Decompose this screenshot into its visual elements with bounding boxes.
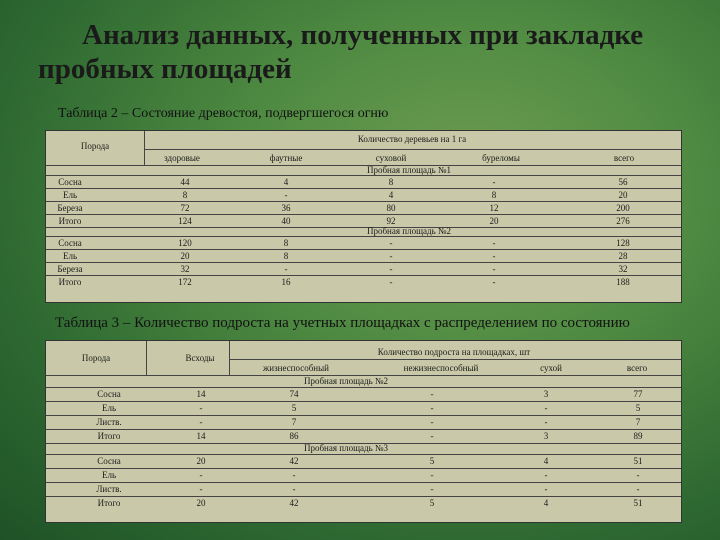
table3-value-cell: - (636, 484, 640, 494)
table3-value-cell: - (544, 470, 548, 480)
table3-value-cell: 3 (543, 431, 549, 441)
table3-row-divider (46, 468, 681, 469)
table3-value-cell: 14 (196, 431, 206, 441)
table2-value-cell: - (389, 263, 393, 274)
table2-species-cell: Береза (57, 202, 83, 213)
table2-species-cell: Ель (62, 250, 78, 261)
table2-species-cell: Сосна (58, 237, 82, 248)
table3-row-divider (46, 454, 681, 455)
table3-value-cell: 77 (633, 389, 643, 399)
table2-value-cell: - (284, 189, 288, 200)
table2-value-cell: 32 (180, 263, 190, 274)
table2-value-cell: 80 (386, 202, 396, 213)
table2-row-divider (46, 214, 681, 215)
table2-value-cell: 124 (178, 215, 192, 226)
table3-value-cell: 7 (291, 417, 297, 427)
table3-value-cell: 20 (196, 498, 206, 508)
table3-value-cell: 7 (635, 417, 641, 427)
table3-species-cell: Итого (97, 431, 121, 441)
table2-row-divider (46, 236, 681, 237)
table2-value-cell: - (389, 250, 393, 261)
table2-row-divider (46, 227, 681, 228)
table3-value-cell: - (199, 470, 203, 480)
table2-species-cell: Береза (57, 263, 83, 274)
table3-row-divider (46, 496, 681, 497)
table3-value-cell: 89 (633, 431, 643, 441)
table3-value-cell: - (544, 403, 548, 413)
table3-row-divider (46, 387, 681, 388)
table3-value-cell: 51 (633, 456, 643, 466)
table3-value-cell: - (292, 484, 296, 494)
table3-species-cell: Сосна (97, 389, 121, 399)
table2 (45, 130, 682, 303)
table2-species-divider (144, 131, 145, 165)
table2-value-cell: - (389, 276, 393, 287)
table2-value-cell: 200 (616, 202, 630, 213)
table2-row-divider (46, 175, 681, 176)
table3-row-divider (46, 482, 681, 483)
table3-species-cell: Итого (97, 498, 121, 508)
table3-value-cell: 3 (543, 389, 549, 399)
table3-value-cell: - (199, 403, 203, 413)
table2-column-header: буреломы (482, 153, 520, 163)
table2-value-cell: 4 (388, 189, 394, 200)
table2-value-cell: - (284, 263, 288, 274)
table3-value-cell: - (430, 403, 434, 413)
table2-group-header: Количество деревьев на 1 га (357, 134, 467, 144)
table2-value-cell: 28 (618, 250, 628, 261)
table2-value-cell: - (492, 250, 496, 261)
table3-value-cell: - (430, 431, 434, 441)
table3-value-cell: 5 (429, 456, 435, 466)
table3-value-cell: - (292, 470, 296, 480)
table2-row-divider (46, 262, 681, 263)
table3-value-cell: - (199, 417, 203, 427)
table3-row-divider (46, 429, 681, 430)
table2-value-cell: 8 (283, 250, 289, 261)
table3-species-cell: Листв. (96, 484, 122, 494)
table2-value-cell: 8 (491, 189, 497, 200)
table2-value-cell: 8 (182, 189, 188, 200)
table2-value-cell: 120 (178, 237, 192, 248)
table3-value-cell: 51 (633, 498, 643, 508)
table3-value-cell: - (199, 484, 203, 494)
table2-value-cell: 4 (283, 176, 289, 187)
table3-value-cell: 4 (543, 498, 549, 508)
table2-value-cell: 44 (180, 176, 190, 187)
table3-species-divider (146, 341, 147, 375)
table2-value-cell: 128 (616, 237, 630, 248)
table2-value-cell: 276 (616, 215, 630, 226)
table3-value-cell: 74 (289, 389, 299, 399)
table2-value-cell: 8 (388, 176, 394, 187)
table2-caption: Таблица 2 – Состояние древостоя, подвергшегося огню (58, 106, 389, 121)
table3-value-cell: 86 (289, 431, 299, 441)
table2-column-header: фаутные (269, 153, 303, 163)
table2-row-divider (46, 188, 681, 189)
table3-value-cell: 20 (196, 456, 206, 466)
table3-section-label: Пробная площадь №2 (303, 376, 389, 386)
table3 (45, 340, 682, 523)
table2-species-cell: Итого (58, 215, 82, 226)
table2-species-cell: Сосна (58, 176, 82, 187)
table3-column-header: всего (626, 363, 648, 373)
table3-value-cell: - (636, 470, 640, 480)
table3-sprouts-header: Всходы (185, 353, 215, 363)
table2-section-label: Пробная площадь №1 (366, 165, 452, 175)
table3-value-cell: - (430, 484, 434, 494)
table2-species-cell: Итого (58, 276, 82, 287)
table2-value-cell: - (492, 276, 496, 287)
table3-value-cell: 5 (291, 403, 297, 413)
table2-column-header: всего (613, 153, 635, 163)
table3-value-cell: 14 (196, 389, 206, 399)
table2-value-cell: - (492, 263, 496, 274)
table2-value-cell: 32 (618, 263, 628, 274)
table2-value-cell: 172 (178, 276, 192, 287)
slide-title: Анализ данных, полученных при закладке пробных площадей (38, 19, 644, 85)
table2-value-cell: - (389, 237, 393, 248)
table2-value-cell: - (492, 176, 496, 187)
table3-column-header: жизнеспособный (263, 363, 329, 373)
table3-column-header: сухой (540, 363, 562, 373)
table3-species-header: Порода (81, 353, 111, 363)
table2-value-cell: 20 (618, 189, 628, 200)
table2-value-cell: 36 (281, 202, 291, 213)
table3-value-cell: - (430, 417, 434, 427)
table3-value-cell: - (430, 389, 434, 399)
table2-column-header: здоровые (164, 153, 200, 163)
table3-group-header: Количество подроста на площадках, шт (377, 347, 531, 357)
table3-section-label: Пробная площадь №3 (303, 443, 389, 453)
table2-value-cell: 56 (618, 176, 628, 187)
table2-row-divider (46, 249, 681, 250)
table3-value-cell: 5 (635, 403, 641, 413)
table2-value-cell: 92 (386, 215, 396, 226)
table2-row-divider (46, 201, 681, 202)
table2-row-divider (46, 275, 681, 276)
table2-value-cell: 20 (489, 215, 499, 226)
table2-species-header: Порода (80, 141, 110, 151)
table3-value-cell: 4 (543, 456, 549, 466)
table3-species-cell: Сосна (97, 456, 121, 466)
table2-value-cell: 12 (489, 202, 499, 213)
table3-value-cell: 42 (289, 498, 299, 508)
table3-value-cell: - (544, 484, 548, 494)
table3-value-cell: 42 (289, 456, 299, 466)
table2-value-cell: 16 (281, 276, 291, 287)
table2-value-cell: 40 (281, 215, 291, 226)
table2-value-cell: - (492, 237, 496, 248)
table3-caption: Таблица 3 – Количество подроста на учетных площадках с распределением по состоянию (55, 315, 630, 331)
table2-column-header: суховой (375, 153, 407, 163)
table3-species-cell: Ель (101, 403, 117, 413)
table3-value-cell: 5 (429, 498, 435, 508)
table3-row-divider (46, 415, 681, 416)
table2-value-cell: 20 (180, 250, 190, 261)
table3-value-cell: - (430, 470, 434, 480)
table2-value-cell: 72 (180, 202, 190, 213)
table2-section-label: Пробная площадь №2 (366, 226, 452, 236)
table2-group-divider (144, 149, 681, 150)
table2-value-cell: 8 (283, 237, 289, 248)
table3-species-cell: Ель (101, 470, 117, 480)
table2-species-cell: Ель (62, 189, 78, 200)
table2-value-cell: 188 (616, 276, 630, 287)
table3-column-header: нежизнеспособный (403, 363, 479, 373)
table3-group-divider (229, 359, 681, 360)
table3-value-cell: - (544, 417, 548, 427)
table3-row-divider (46, 401, 681, 402)
table2-header-bottom (46, 165, 681, 166)
table3-species-cell: Листв. (96, 417, 122, 427)
table3-sprouts-divider (229, 341, 230, 375)
